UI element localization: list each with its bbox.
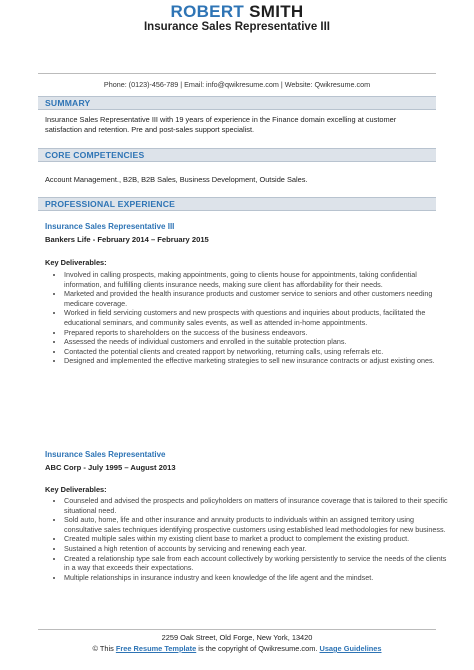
footer	[0, 632, 474, 654]
section-title: SUMMARY	[45, 98, 91, 108]
footer-copyright	[0, 643, 474, 654]
free-resume-template-link[interactable]: Free Resume Template	[115, 644, 197, 653]
job-role: Insurance Sales Representative III	[45, 222, 175, 231]
copyright-text: is the copyright of Qwikresume.com.	[198, 644, 318, 653]
summary-text: Insurance Sales Representative III with 19 years of experience in the Finance domain excelling at customer satisfaction and retention. Pre and post-sales support specialist.	[45, 115, 397, 134]
section-title: CORE COMPETENCIES	[45, 150, 145, 160]
key-deliverables-label: Key Deliverables:	[45, 258, 107, 267]
footer-address: 2259 Oak Street, Old Forge, New York, 13420	[161, 633, 313, 642]
key-deliverables-label: Key Deliverables:	[45, 485, 107, 494]
list-item: • Multiple relationships in insurance industry and keen knowledge of the life agent and the mindset.	[64, 573, 448, 583]
deliverables-list	[48, 496, 448, 582]
job-company: ABC Corp - July 1995 – August 2013	[45, 463, 176, 472]
job-role: Insurance Sales Representative	[45, 450, 166, 459]
deliverables-list	[48, 270, 448, 366]
copyright-prefix: © This	[92, 644, 114, 653]
list-item: • Worked in field servicing customers and new prospects with questions and inquiries about products, facilitated the educational seminars, and community sales events, as well as attended in-home appointments.	[64, 308, 448, 327]
list-item: • Prepared reports to shareholders on the success of the business endeavors.	[64, 328, 448, 338]
list-item: • Designed and implemented the effective marketing strategies to sell new insurance contracts or adjust existing ones.	[64, 356, 448, 366]
candidate-name	[0, 2, 474, 22]
section-header-experience	[38, 197, 436, 211]
list-item: • Sustained a high retention of accounts by servicing and renewing each year.	[64, 544, 448, 554]
usage-guidelines-link[interactable]: Usage Guidelines	[319, 644, 382, 653]
list-item: • Contacted the potential clients and created rapport by networking, returning calls, using referrals etc.	[64, 347, 448, 357]
list-item: • Created a relationship type sale from each account collectively by working persistently to service the needs of the clients in a way that exceeds their expectations.	[64, 554, 448, 573]
section-title: PROFESSIONAL EXPERIENCE	[45, 199, 176, 209]
last-name: SMITH	[249, 2, 304, 21]
list-item: • Marketed and provided the health insurance products and customer service to seniors and other customers needing medicare coverage.	[64, 289, 448, 308]
job-company: Bankers Life - February 2014 – February 2015	[45, 235, 209, 244]
divider	[38, 73, 436, 74]
list-item: • Counseled and advised the prospects and policyholders on matters of insurance coverage that is tailored to their specific situational need.	[64, 496, 448, 515]
list-item: • Involved in calling prospects, making appointments, going to clients house for appointments, taking confidential information, and fulfilling clients insurance needs, making sure client has affordability for their needs.	[64, 270, 448, 289]
first-name: ROBERT	[170, 2, 245, 21]
list-item: • Created multiple sales within my existing client base to market a product to complement the existing product.	[64, 534, 448, 544]
footer-divider	[38, 629, 436, 630]
section-header-competencies	[38, 148, 436, 162]
section-header-summary	[38, 96, 436, 110]
contact-line: Phone: (0123)-456-789 | Email: info@qwikresume.com | Website: Qwikresume.com	[103, 80, 371, 89]
job-title: Insurance Sales Representative III	[143, 21, 330, 33]
list-item: • Assessed the needs of individual customers and enrolled in the suitable protection plans.	[64, 337, 448, 347]
competencies-text: Account Management., B2B, B2B Sales, Business Development, Outside Sales.	[45, 175, 308, 184]
list-item: • Sold auto, home, life and other insurance and annuity products to individuals within an assigned territory using consultative sales techniques identifying prospective customers using established lead methodologies for new business.	[64, 515, 448, 534]
